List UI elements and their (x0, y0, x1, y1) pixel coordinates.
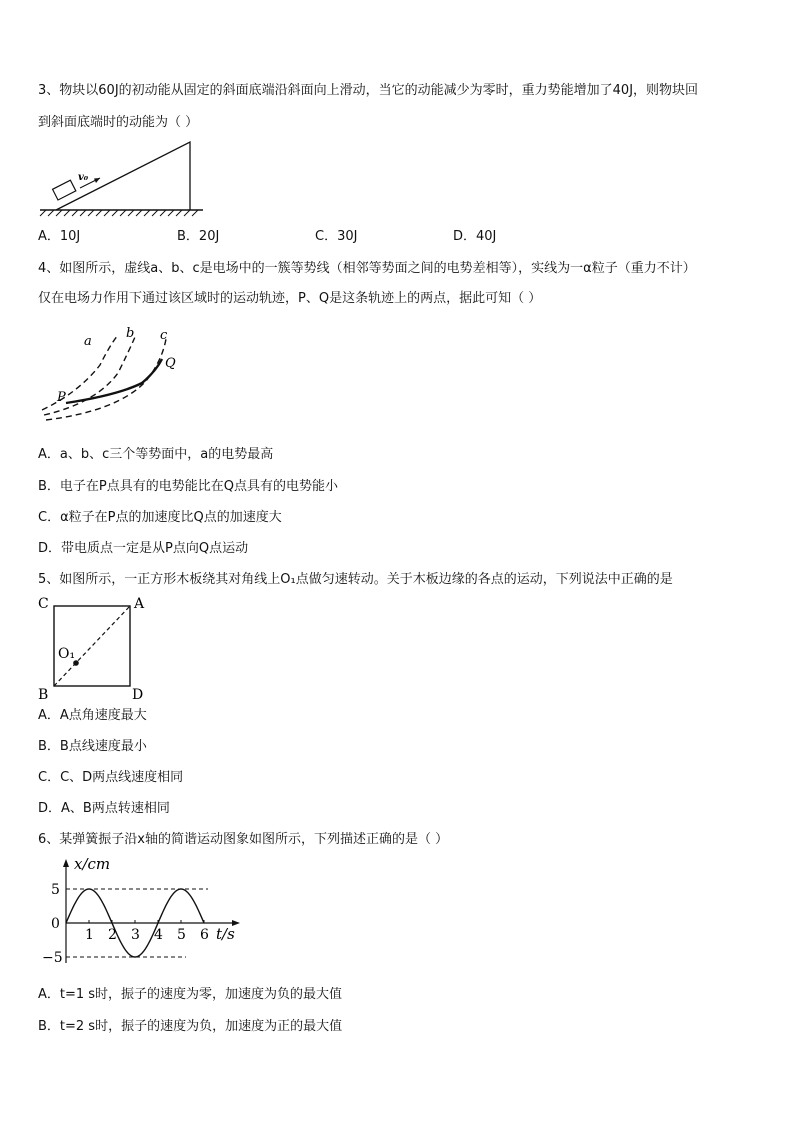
v0-label: v₀ (78, 172, 89, 183)
q5-option-c: C．C、D两点线速度相同 (38, 770, 184, 785)
label-d: D (132, 687, 144, 703)
label-c: C (38, 596, 49, 612)
q3-stem-line2: 到斜面底端时的动能为（ ） (38, 115, 199, 130)
label-c: c (160, 328, 168, 343)
q3-option-d: D．40J (453, 229, 497, 244)
q5-square-figure (38, 596, 158, 702)
q3-option-a: A．10J (38, 229, 81, 244)
q6-option-b: B．t=2 s时，振子的速度为负，加速度为正的最大值 (38, 1019, 343, 1034)
xtick-label: 5 (177, 927, 186, 943)
ytick-neg5: −5 (42, 950, 63, 966)
xtick-label: 6 (200, 927, 209, 943)
label-b: b (126, 326, 135, 341)
q4-equipotential-figure (38, 325, 198, 420)
q4-option-b: B．电子在P点具有的电势能比在Q点具有的电势能小 (38, 479, 338, 494)
q4-stem-line2: 仅在电场力作用下通过该区域时的运动轨迹，P、Q是这条轨迹上的两点，据此可知（ ） (38, 291, 542, 306)
q6-shm-graph (38, 855, 248, 970)
q4-option-a: A．a、b、c三个等势面中，a的电势最高 (38, 447, 274, 462)
xtick-label: 1 (85, 927, 94, 943)
q5-stem: 5、如图所示，一正方形木板绕其对角线上O₁点做匀速转动。关于木板边缘的各点的运动，下列说法中正确的是 (38, 572, 673, 587)
label-p: P (57, 390, 66, 405)
q5-option-d: D．A、B两点转速相同 (38, 801, 170, 816)
q4-option-c: C．α粒子在P点的加速度比Q点的加速度大 (38, 510, 282, 525)
q3-option-c: C．30J (315, 229, 358, 244)
q5-option-a: A．A点角速度最大 (38, 708, 147, 723)
xtick-label: 2 (108, 927, 117, 943)
q3-stem-line1: 3、物块以60J的初动能从固定的斜面底端沿斜面向上滑动，当它的动能减少为零时，重力势能增加了40J，则物块回 (38, 83, 699, 98)
label-o1: O₁ (58, 646, 76, 662)
label-a: a (84, 334, 92, 349)
label-q: Q (165, 356, 176, 371)
q5-option-b: B．B点线速度最小 (38, 739, 147, 754)
label-a: A (134, 596, 145, 612)
q6-stem: 6、某弹簧振子沿x轴的简谐运动图象如图所示，下列描述正确的是（ ） (38, 832, 449, 847)
q6-option-a: A．t=1 s时，振子的速度为零，加速度为负的最大值 (38, 987, 343, 1002)
xtick-label: 3 (131, 927, 140, 943)
q3-incline-figure (38, 140, 208, 220)
label-b: B (38, 687, 49, 703)
ytick-0: 0 (51, 916, 60, 932)
x-axis-label: t/s (216, 925, 235, 943)
q4-option-d: D．带电质点一定是从P点向Q点运动 (38, 541, 249, 556)
q3-option-b: B．20J (177, 229, 220, 244)
block (53, 180, 76, 200)
q4-stem-line1: 4、如图所示，虚线a、b、c是电场中的一簇等势线（相邻等势面之间的电势差相等），实线为一α粒子（重力不计） (38, 261, 696, 276)
ytick-5: 5 (51, 882, 60, 898)
y-axis-label: x/cm (74, 855, 111, 873)
xtick-label: 4 (154, 927, 163, 943)
